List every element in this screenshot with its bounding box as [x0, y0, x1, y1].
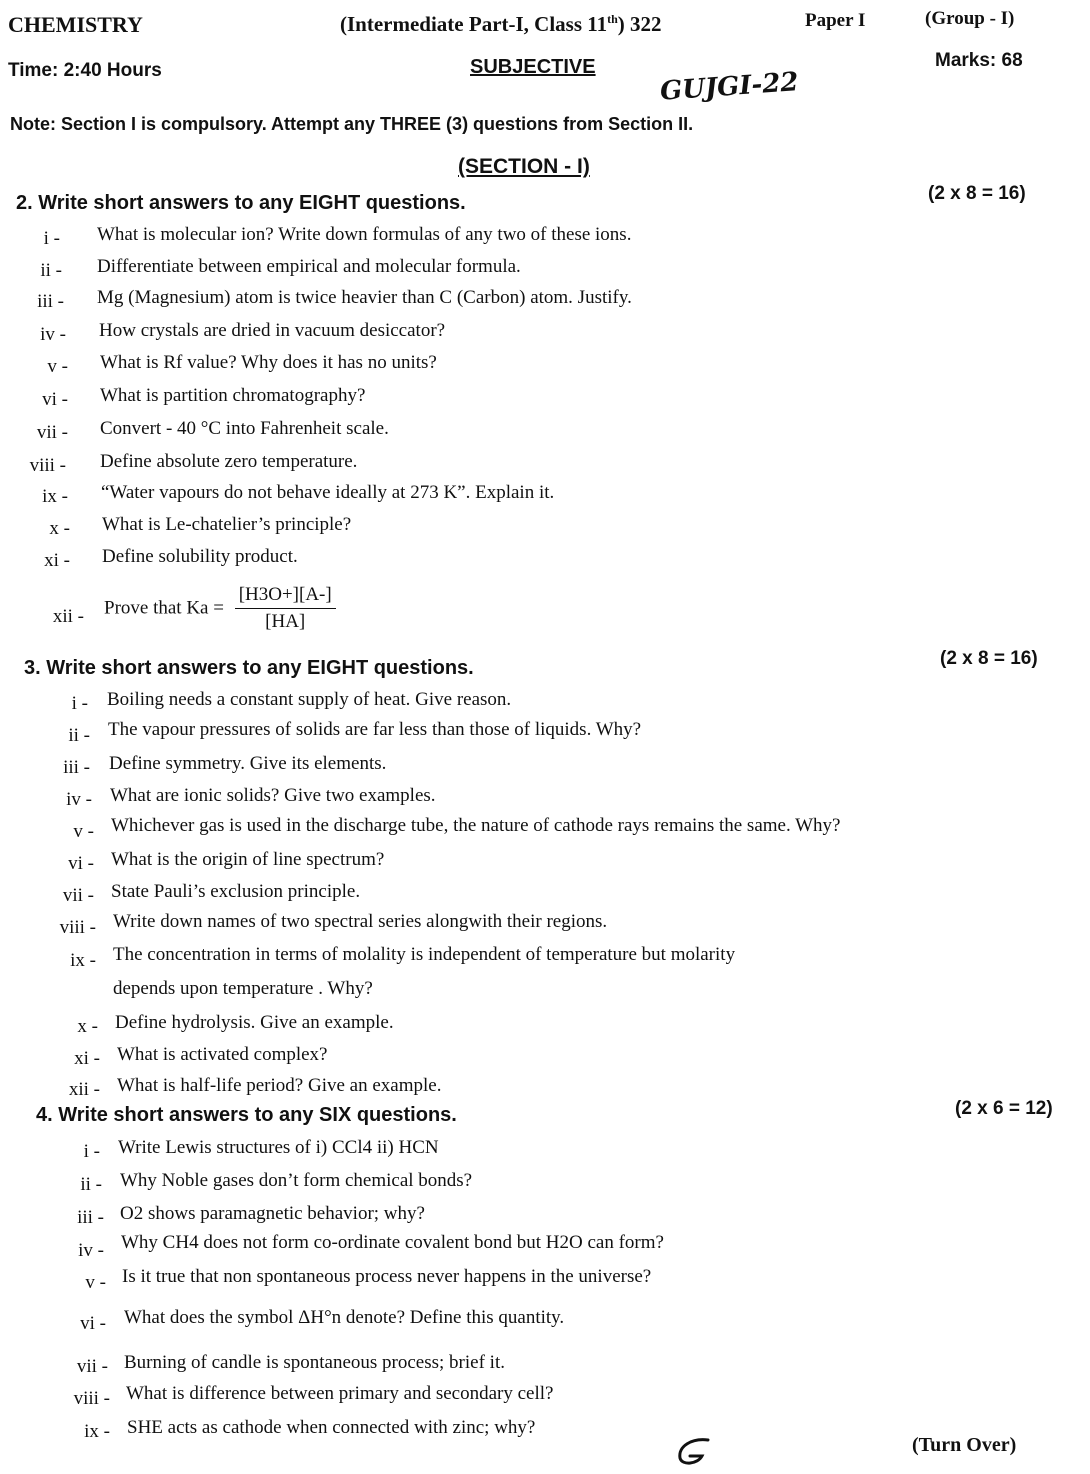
- class-info-text: (Intermediate Part-I, Class 11: [340, 12, 608, 36]
- q2-item-1-text: What is molecular ion? Write down formulas of any two of these ions.: [97, 224, 632, 245]
- q3-item-5-text: Whichever gas is used in the discharge tube, the nature of cathode rays remains the same. Why?: [111, 815, 841, 836]
- q2-item-2-text: Differentiate between empirical and molecular formula.: [97, 256, 521, 277]
- q3-item-9-continued: depends upon temperature . Why?: [113, 978, 373, 999]
- q4-item-8-text: What is difference between primary and secondary cell?: [126, 1383, 554, 1404]
- q2-item-5-text: What is Rf value? Why does it has no units?: [100, 352, 437, 373]
- q2-item-3-text: Mg (Magnesium) atom is twice heavier than C (Carbon) atom. Justify.: [97, 287, 632, 308]
- q4-item-5-text: Is it true that non spontaneous process never happens in the universe?: [122, 1266, 652, 1287]
- ka-fraction: [235, 584, 336, 633]
- q2-item-6-text: What is partition chromatography?: [100, 385, 366, 406]
- q3-item-12-text: What is half-life period? Give an example.: [117, 1075, 442, 1096]
- q4-item-1-text: Write Lewis structures of i) CCl4 ii) HCN: [118, 1137, 439, 1158]
- q4-item-2-text: Why Noble gases don’t form chemical bonds?: [120, 1170, 473, 1191]
- q2-item-12-num: xii -: [52, 606, 84, 627]
- q3-item-11-num: xi -: [74, 1048, 100, 1069]
- q2-item-12-text: Prove that Ka =: [104, 597, 224, 619]
- q4-item-9-num: ix -: [84, 1421, 110, 1442]
- q4-item-5-num: v -: [85, 1272, 106, 1293]
- q4-item-9-text: SHE acts as cathode when connected with zinc; why?: [127, 1417, 536, 1438]
- handwritten-code: GUJGI-22: [659, 67, 800, 107]
- q3-item-8-num: viii -: [59, 917, 96, 938]
- q3-item-7-num: vii -: [62, 885, 94, 906]
- class-info: [340, 12, 662, 37]
- q3-item-4-text: What are ionic solids? Give two examples.: [110, 785, 436, 806]
- q3-item-8-text: Write down names of two spectral series alongwith their regions.: [113, 911, 608, 932]
- q3-item-4-num: iv -: [66, 789, 92, 810]
- q2-item-8-num: viii -: [29, 455, 66, 476]
- q4-item-1-num: i -: [83, 1141, 100, 1162]
- paper-label: Paper I: [805, 10, 866, 31]
- section-heading: (SECTION - I): [458, 155, 590, 178]
- q2-item-12: [104, 584, 336, 633]
- q2-item-9-text: “Water vapours do not behave ideally at 273 K”. Explain it.: [101, 482, 555, 503]
- turn-over-label: (Turn Over): [912, 1434, 1017, 1456]
- q3-item-10-num: x -: [77, 1016, 98, 1037]
- q3-item-11-text: What is activated complex?: [117, 1044, 328, 1065]
- q2-item-10-num: x -: [49, 518, 70, 539]
- q3-item-9-text: The concentration in terms of molality is independent of temperature but molarity: [113, 944, 736, 965]
- subject-title: CHEMISTRY: [8, 12, 143, 37]
- question-3-marks: (2 x 8 = 16): [940, 648, 1038, 669]
- class-code: ) 322: [617, 12, 662, 36]
- marks-label: Marks: 68: [935, 50, 1023, 71]
- group-label: (Group - I): [925, 8, 1015, 29]
- q2-item-3-num: iii -: [37, 291, 64, 312]
- q4-item-6-num: vi -: [80, 1313, 106, 1334]
- ka-numerator: [H3O+][A-]: [235, 584, 336, 609]
- q2-item-11-text: Define solubility product.: [102, 546, 298, 567]
- q3-item-3-text: Define symmetry. Give its elements.: [109, 753, 387, 774]
- q4-item-4-text: Why CH4 does not form co-ordinate covalent bond but H2O can form?: [121, 1232, 664, 1253]
- q3-item-6-text: What is the origin of line spectrum?: [111, 849, 385, 870]
- q2-item-9-num: ix -: [42, 486, 68, 507]
- q2-item-7-text: Convert - 40 °C into Fahrenheit scale.: [100, 418, 389, 439]
- q2-item-7-num: vii -: [36, 422, 68, 443]
- q4-item-3-text: O2 shows paramagnetic behavior; why?: [120, 1203, 425, 1224]
- q4-item-2-num: ii -: [80, 1174, 102, 1195]
- q4-item-7-num: vii -: [76, 1356, 108, 1377]
- q3-item-1-num: i -: [71, 693, 88, 714]
- question-4-marks: (2 x 6 = 12): [955, 1098, 1053, 1119]
- q3-item-7-text: State Pauli’s exclusion principle.: [111, 881, 361, 902]
- subjective-label: SUBJECTIVE: [470, 56, 596, 78]
- q4-item-8-num: viii -: [73, 1388, 110, 1409]
- q3-item-3-num: iii -: [63, 757, 90, 778]
- q3-item-2-num: ii -: [68, 725, 90, 746]
- q2-item-5-num: v -: [47, 356, 68, 377]
- q2-item-1-num: i -: [43, 228, 60, 249]
- time-label: Time: 2:40 Hours: [8, 60, 162, 81]
- q2-item-11-num: xi -: [44, 550, 70, 571]
- q3-item-10-text: Define hydrolysis. Give an example.: [115, 1012, 394, 1033]
- q3-item-5-num: v -: [73, 821, 94, 842]
- q4-item-6-text: What does the symbol ΔH°n denote? Define this quantity.: [124, 1307, 565, 1328]
- q2-item-6-num: vi -: [42, 389, 68, 410]
- q3-item-1-text: Boiling needs a constant supply of heat. Give reason.: [107, 689, 512, 710]
- q3-item-9-num: ix -: [70, 950, 96, 971]
- q4-item-4-num: iv -: [78, 1240, 104, 1261]
- q2-item-10-text: What is Le-chatelier’s principle?: [102, 514, 352, 535]
- q2-item-4-text: How crystals are dried in vacuum desiccator?: [99, 320, 446, 341]
- handwritten-initial-icon: [672, 1434, 716, 1470]
- q4-item-7-text: Burning of candle is spontaneous process; brief it.: [124, 1352, 505, 1373]
- question-2-title: 2. Write short answers to any EIGHT questions.: [16, 192, 466, 214]
- q4-item-3-num: iii -: [77, 1207, 104, 1228]
- q2-item-4-num: iv -: [40, 324, 66, 345]
- question-3-title: 3. Write short answers to any EIGHT questions.: [24, 657, 474, 679]
- q3-item-2-text: The vapour pressures of solids are far less than those of liquids. Why?: [108, 719, 642, 740]
- q3-item-6-num: vi -: [68, 853, 94, 874]
- note-text: Note: Section I is compulsory. Attempt any THREE (3) questions from Section II.: [10, 114, 694, 134]
- q3-item-12-num: xii -: [68, 1079, 100, 1100]
- question-2-marks: (2 x 8 = 16): [928, 183, 1026, 204]
- ka-denominator: [HA]: [265, 611, 306, 632]
- q2-item-8-text: Define absolute zero temperature.: [100, 451, 358, 472]
- q2-item-2-num: ii -: [40, 260, 62, 281]
- question-4-title: 4. Write short answers to any SIX questions.: [36, 1104, 457, 1126]
- class-superscript: th: [607, 12, 618, 26]
